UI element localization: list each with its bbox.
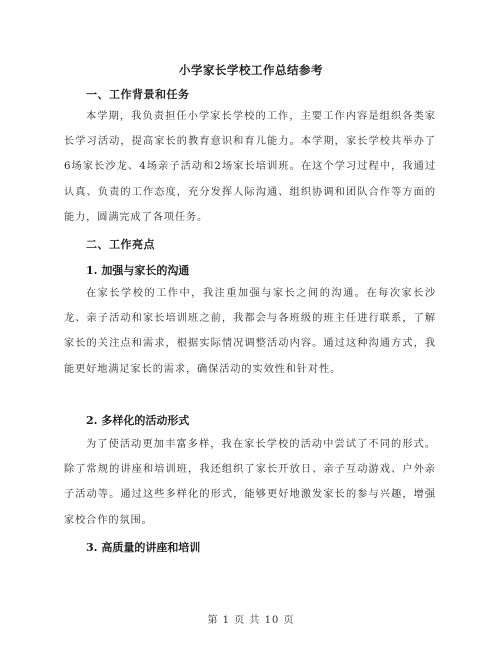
- subsection-heading-lectures: 3. 高质量的讲座和培训: [86, 541, 201, 554]
- document-title: 小学家长学校工作总结参考: [179, 63, 323, 77]
- subsection-paragraph-communication: 在家长学校的工作中，我注重加强与家长之间的沟通。在每次家长沙龙、亲子活动和家长培训班之前，我都会与各班级的班主任进行联系，了解家长的关注点和需求，根据实际情况调整活动内容。通过这种沟通方式，我能更好地满足家长的需求，确保活动的实效性和针对性。: [64, 288, 436, 375]
- section-paragraph-background: 本学期，我负责担任小学家长学校的工作，主要工作内容是组织各类家长学习活动，提高家长的教育意识和育儿能力。本学期，家长学校共举办了6场家长沙龙、4场亲子活动和2场家长培训班。在这个学习过程中，我通过认真、负责的工作态度，充分发挥人际沟通、组织协调和团队合作等方面的能力，圆满完成了各项任务。: [64, 111, 436, 223]
- subsection-heading-activities: 2. 多样化的活动形式: [86, 414, 190, 427]
- subsection-heading-communication: 1. 加强与家长的沟通: [86, 264, 190, 277]
- subsection-paragraph-activities: 为了使活动更加丰富多样，我在家长学校的活动中尝试了不同的形式。除了常规的讲座和培训班，我还组织了家长开放日、亲子互动游戏、户外亲子活动等。通过这些多样化的形式，能够更好地激发家长的参与兴趣，增强家校合作的氛围。: [64, 439, 436, 526]
- page-number: 第 1 页 共 10 页: [207, 615, 295, 626]
- section-heading-background: 一、工作背景和任务: [86, 88, 190, 101]
- section-heading-highlights: 二、工作亮点: [86, 238, 155, 251]
